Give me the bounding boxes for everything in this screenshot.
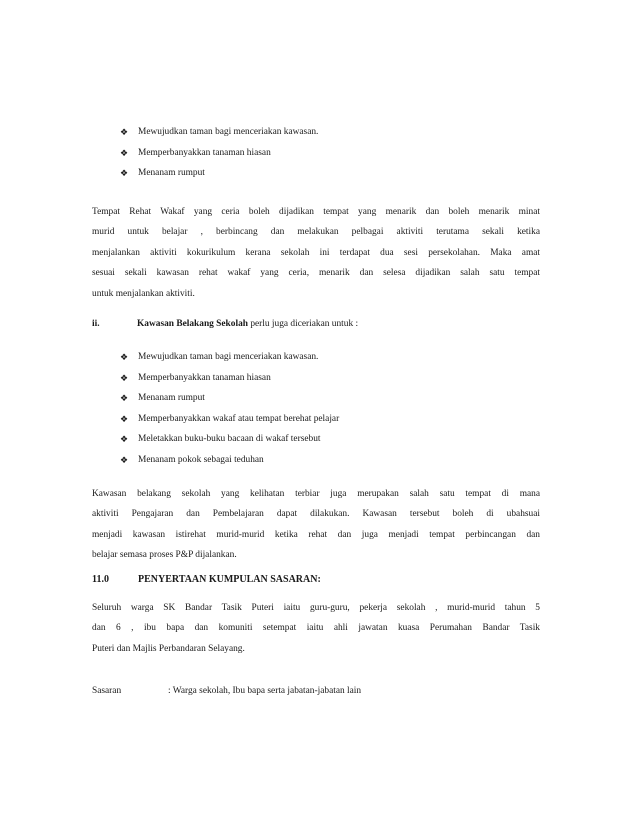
- list-item-text: Menanam rumput: [138, 168, 205, 179]
- list-item-text: Mewujudkan taman bagi menceriakan kawasan.: [138, 127, 319, 137]
- item-ii-number: ii.: [92, 319, 100, 329]
- item-ii-heading: [92, 317, 358, 331]
- list-item: [120, 143, 318, 164]
- bullet-diamond-icon: ❖: [120, 393, 129, 404]
- target-value: : Warga sekolah, Ibu bapa serta jabatan-jabatan lain: [168, 686, 362, 696]
- paragraph-line: Tempat Rehat Wakaf yang ceria boleh dijadikan tempat yang menarik dan boleh menarik minat: [92, 207, 540, 217]
- target-label: Sasaran: [92, 686, 122, 696]
- bullet-diamond-icon: ❖: [120, 434, 129, 445]
- list-item-text: Mewujudkan taman bagi menceriakan kawasan.: [138, 352, 319, 362]
- list-item-text: Menanam pokok sebagai teduhan: [138, 454, 264, 465]
- bullet-diamond-icon: ❖: [120, 147, 129, 158]
- paragraph-line: Kawasan belakang sekolah yang kelihatan terbiar juga merupakan salah satu tempat di mana: [92, 489, 540, 499]
- paragraph-line: aktiviti Pengajaran dan Pembelajaran dapat dilakukan. Kawasan tersebut boleh di ubahsuai: [92, 509, 540, 520]
- target-row: [92, 686, 361, 696]
- list-item: [120, 450, 339, 471]
- list-item-text: Memperbanyakkan wakaf atau tempat berehat pelajar: [138, 413, 340, 424]
- bullet-diamond-icon: ❖: [120, 454, 129, 465]
- paragraph-line: Puteri dan Majlis Perbandaran Selayang.: [92, 643, 245, 654]
- list-item: [120, 409, 339, 430]
- bullet-diamond-icon: ❖: [120, 413, 129, 424]
- paragraph-kawasan-belakang: [92, 484, 540, 566]
- paragraph-line: murid untuk belajar , berbincang dan melakukan pelbagai aktiviti terutama sekali ketika: [92, 227, 540, 238]
- bullet-diamond-icon: ❖: [120, 127, 129, 137]
- paragraph-line: Seluruh warga SK Bandar Tasik Puteri iaitu guru-guru, pekerja sekolah , murid-murid tahun 5: [92, 603, 540, 613]
- list-item: [120, 388, 339, 409]
- list-item: [120, 347, 339, 368]
- section-title-text: PENYERTAAN KUMPULAN SASARAN:: [138, 574, 321, 585]
- list-item-text: Meletakkan buku-buku bacaan di wakaf tersebut: [138, 434, 321, 445]
- section-number: 11.0: [92, 574, 109, 585]
- paragraph-line: untuk menjalankan aktiviti.: [92, 288, 195, 299]
- list-item: [120, 122, 318, 143]
- list-item-text: Menanam rumput: [138, 393, 205, 404]
- paragraph-line: dan 6 , ibu bapa dan komuniti setempat iaitu ahli jawatan kuasa Perumahan Bandar Tasik: [92, 623, 540, 634]
- paragraph-penyertaan: [92, 598, 540, 659]
- bullet-diamond-icon: ❖: [120, 352, 129, 362]
- list-item-text: Memperbanyakkan tanaman hiasan: [138, 147, 271, 158]
- paragraph-line: menjalankan aktiviti kokurikulum kerana sekolah ini terdapat dua sesi persekolahan. Maka amat: [92, 247, 540, 258]
- section-heading: [92, 574, 321, 585]
- item-ii-bold-title: Kawasan Belakang Sekolah: [137, 319, 248, 329]
- bullet-list-2: [120, 347, 339, 471]
- bullet-diamond-icon: ❖: [120, 372, 129, 383]
- paragraph-line: belajar semasa proses P&P dijalankan.: [92, 550, 237, 561]
- list-item-text: Memperbanyakkan tanaman hiasan: [138, 372, 271, 383]
- bullet-list-1: [120, 122, 318, 184]
- list-item: [120, 163, 318, 184]
- item-ii-rest: perlu juga diceriakan untuk :: [247, 319, 359, 329]
- paragraph-tempat-rehat: [92, 202, 540, 304]
- paragraph-line: menjadi kawasan istirehat murid-murid ketika rehat dan juga menjadi tempat perbincangan dan: [92, 529, 540, 540]
- paragraph-line: sesuai sekali kawasan rehat wakaf yang ceria, menarik dan selesa dijadikan salah satu tempat: [92, 268, 540, 279]
- list-item: [120, 368, 339, 389]
- bullet-diamond-icon: ❖: [120, 168, 129, 179]
- list-item: [120, 429, 339, 450]
